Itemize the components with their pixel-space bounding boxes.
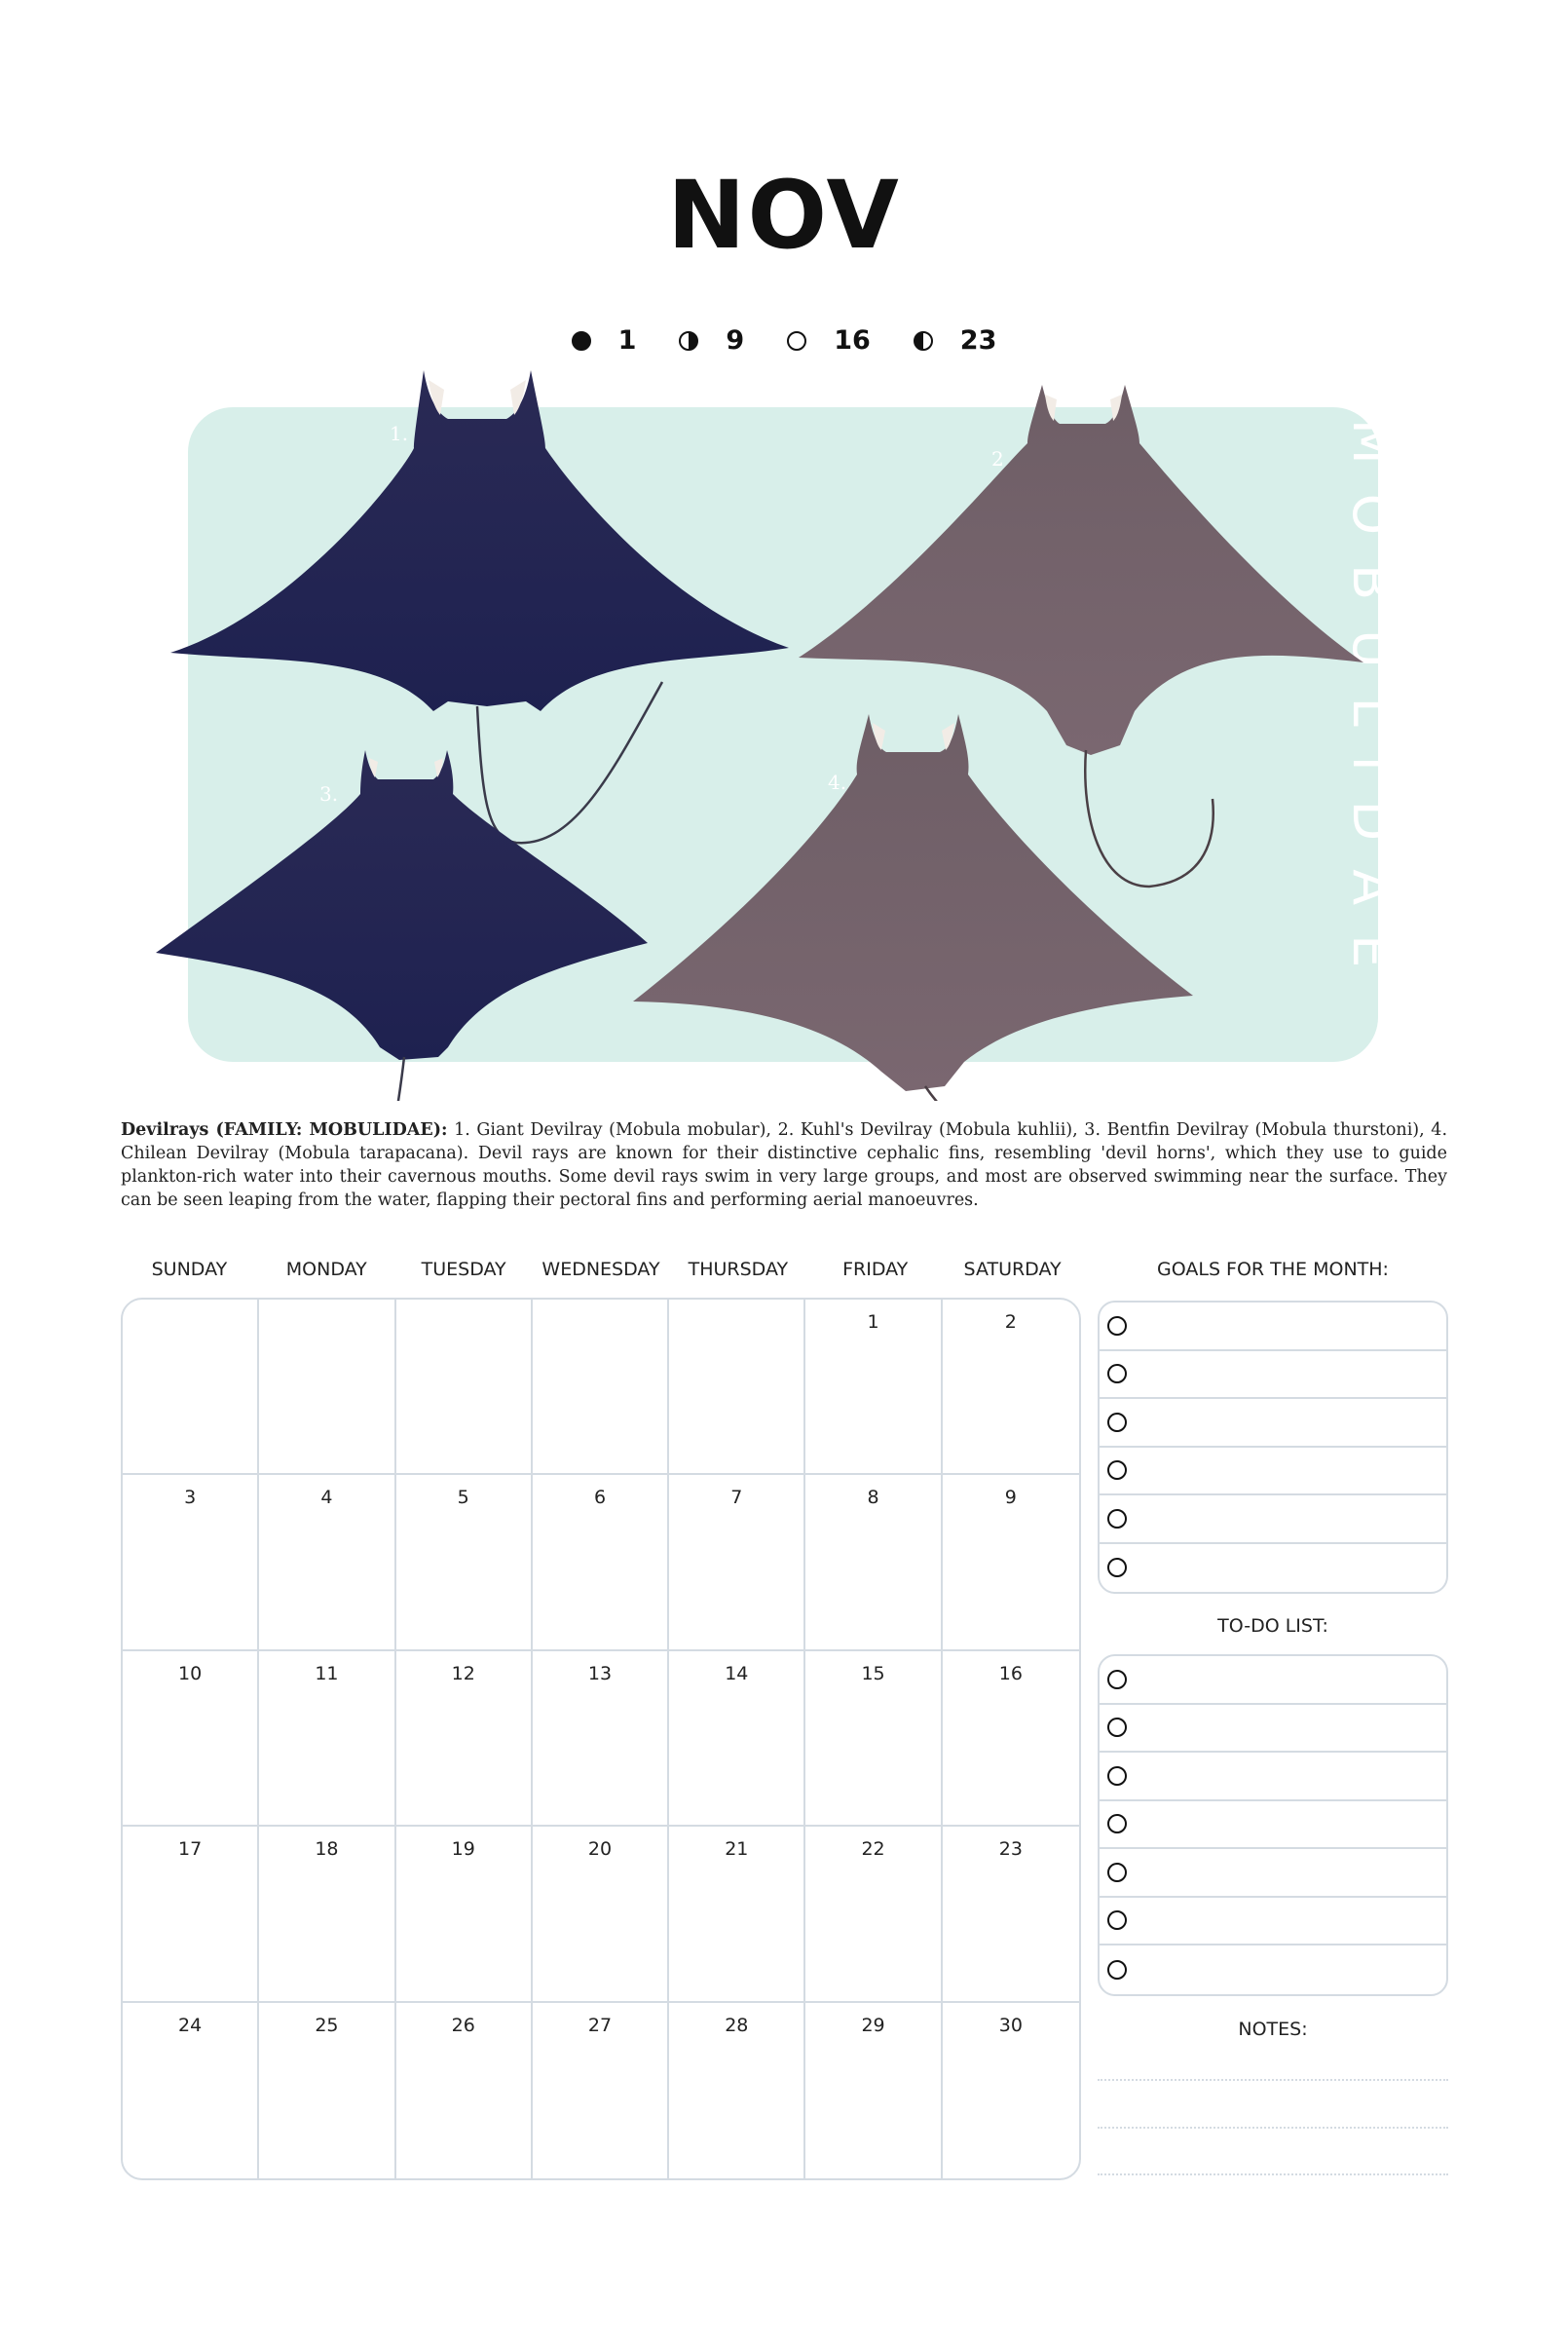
day-number: 22 (861, 1838, 885, 1861)
caption-lead: Devilrays (FAMILY: MOBULIDAE): (121, 1120, 448, 1140)
todo-title: TO-DO LIST: (1217, 1615, 1328, 1637)
todo-item[interactable] (1100, 1705, 1446, 1754)
calendar-day-cell (533, 1300, 669, 1475)
goals-title: GOALS FOR THE MONTH: (1157, 1259, 1389, 1280)
notes-line[interactable] (1098, 2079, 1448, 2081)
calendar-day-cell (943, 2003, 1079, 2178)
moon-phase-day: 1 (617, 325, 637, 356)
calendar-day-cell (805, 2003, 942, 2178)
calendar-day-cell (669, 1475, 805, 1650)
circle-checkbox-icon[interactable] (1107, 1460, 1127, 1480)
goal-item[interactable] (1100, 1495, 1446, 1544)
calendar-day-cell (943, 1475, 1079, 1650)
moon-phase-item (679, 325, 744, 356)
weekday-header: WEDNESDAY (541, 1259, 660, 1280)
weekday-header: THURSDAY (688, 1259, 789, 1280)
calendar-day-cell (396, 1651, 533, 1827)
calendar-day-cell (259, 1300, 395, 1475)
day-number: 27 (587, 2014, 613, 2036)
calendar-day-cell (123, 1475, 259, 1650)
day-number: 2 (1004, 1311, 1017, 1333)
weekday-header: FRIDAY (842, 1259, 909, 1280)
todo-item[interactable] (1100, 1945, 1446, 1994)
todo-item[interactable] (1100, 1753, 1446, 1801)
circle-checkbox-icon[interactable] (1107, 1558, 1127, 1577)
calendar-day-cell (805, 1827, 942, 2002)
circle-checkbox-icon[interactable] (1107, 1670, 1127, 1689)
goal-item[interactable] (1100, 1399, 1446, 1448)
new-moon-icon (572, 331, 591, 351)
calendar-day-cell (669, 1827, 805, 2002)
calendar-day-cell (805, 1475, 942, 1650)
day-number: 12 (451, 1662, 475, 1684)
circle-checkbox-icon[interactable] (1107, 1509, 1127, 1529)
day-number: 19 (451, 1838, 475, 1861)
moon-phase-item (572, 325, 637, 356)
calendar-day-cell (669, 1300, 805, 1475)
day-number: 3 (184, 1487, 197, 1509)
goal-item[interactable] (1100, 1448, 1446, 1496)
calendar-day-cell (123, 1300, 259, 1475)
calendar-day-cell (669, 2003, 805, 2178)
ray-number-4: 4. (828, 771, 847, 794)
ray-number-2: 2 (991, 447, 1004, 471)
calendar-day-cell (943, 1651, 1079, 1827)
month-title: NOV (667, 161, 901, 270)
day-number: 6 (593, 1487, 607, 1509)
day-number: 5 (457, 1487, 469, 1509)
calendar-day-cell (259, 2003, 395, 2178)
calendar-day-cell (123, 1827, 259, 2002)
calendar-day-cell (533, 1651, 669, 1827)
day-number: 16 (998, 1662, 1023, 1684)
moon-phase-day: 23 (959, 325, 997, 356)
notes-line[interactable] (1098, 2173, 1448, 2175)
moon-phase-day: 16 (834, 325, 871, 356)
goals-list (1098, 1301, 1448, 1594)
day-number: 18 (315, 1838, 339, 1861)
calendar-grid (121, 1298, 1081, 2180)
weekday-header: SUNDAY (151, 1259, 228, 1280)
calendar-day-cell (533, 2003, 669, 2178)
day-number: 29 (861, 2014, 885, 2036)
moon-phase-row (0, 325, 1568, 356)
moon-phase-item (787, 325, 871, 356)
day-number: 21 (725, 1838, 749, 1861)
todo-item[interactable] (1100, 1656, 1446, 1705)
day-number: 11 (315, 1662, 339, 1684)
circle-checkbox-icon[interactable] (1107, 1814, 1127, 1833)
first-quarter-moon-icon (679, 331, 698, 351)
day-number: 20 (587, 1838, 613, 1861)
calendar-day-cell (805, 1300, 942, 1475)
ray-number-3: 3. (319, 782, 339, 806)
todo-list (1098, 1654, 1448, 1996)
calendar-day-cell (805, 1651, 942, 1827)
family-side-label: MOBULIDAE (1341, 419, 1402, 998)
day-number: 23 (998, 1838, 1023, 1861)
goal-item[interactable] (1100, 1544, 1446, 1593)
day-number: 26 (451, 2014, 475, 2036)
calendar-day-cell (943, 1300, 1079, 1475)
circle-checkbox-icon[interactable] (1107, 1960, 1127, 1980)
calendar-day-cell (259, 1475, 395, 1650)
todo-item[interactable] (1100, 1801, 1446, 1850)
circle-checkbox-icon[interactable] (1107, 1910, 1127, 1930)
moon-phase-day: 9 (726, 325, 745, 356)
day-number: 10 (178, 1662, 203, 1684)
weekday-header: TUESDAY (421, 1259, 506, 1280)
day-number: 7 (730, 1487, 743, 1509)
notes-line[interactable] (1098, 2127, 1448, 2129)
day-number: 15 (861, 1662, 885, 1684)
todo-item[interactable] (1100, 1849, 1446, 1898)
weekday-header: MONDAY (285, 1259, 367, 1280)
calendar-day-cell (123, 1651, 259, 1827)
calendar-day-cell (396, 1300, 533, 1475)
devilray-illustration-svg (156, 360, 1402, 1101)
species-caption (121, 1118, 1447, 1212)
calendar-day-cell (533, 1827, 669, 2002)
day-number: 4 (320, 1487, 333, 1509)
circle-checkbox-icon[interactable] (1107, 1413, 1127, 1432)
day-number: 9 (1004, 1487, 1017, 1509)
todo-item[interactable] (1100, 1898, 1446, 1946)
weekday-header-row (121, 1259, 1081, 1280)
day-number: 24 (178, 2014, 203, 2036)
day-number: 28 (725, 2014, 749, 2036)
day-number: 13 (587, 1662, 613, 1684)
calendar-day-cell (396, 2003, 533, 2178)
moon-phase-item (914, 325, 997, 356)
day-number: 8 (867, 1487, 879, 1509)
devilray-illustration (156, 360, 1402, 1101)
calendar-day-cell (943, 1827, 1079, 2002)
caption-body: 1. Giant Devilray (Mobula mobular), 2. Kuhl's Devilray (Mobula kuhlii), 3. Bentfin Devilray (Mobula thurstoni), 4. Chilean Devilray (Mobula tarapacana). Devil rays are known for their distinctive cephalic fins, resembling 'devil horns', which they use to guide plankton-rich water into their cavernous mouths. Some devil rays swim in very large groups, and most are observed swimming near the surface. They can be seen leaping from the water, flapping their pectoral fins and performing aerial manoeuvres. (121, 1120, 1448, 1210)
calendar-day-cell (259, 1827, 395, 2002)
goal-item[interactable] (1100, 1303, 1446, 1351)
circle-checkbox-icon[interactable] (1107, 1364, 1127, 1383)
weekday-header: SATURDAY (963, 1259, 1062, 1280)
full-moon-icon (787, 331, 806, 351)
ray-number-1: 1. (390, 422, 409, 445)
day-number: 14 (725, 1662, 749, 1684)
calendar-day-cell (669, 1651, 805, 1827)
goal-item[interactable] (1100, 1351, 1446, 1400)
circle-checkbox-icon[interactable] (1107, 1766, 1127, 1786)
calendar-day-cell (396, 1827, 533, 2002)
circle-checkbox-icon[interactable] (1107, 1316, 1127, 1336)
day-number: 1 (867, 1311, 879, 1333)
calendar-day-cell (533, 1475, 669, 1650)
notes-title: NOTES: (1238, 2019, 1308, 2040)
day-number: 30 (998, 2014, 1023, 2036)
circle-checkbox-icon[interactable] (1107, 1718, 1127, 1737)
circle-checkbox-icon[interactable] (1107, 1863, 1127, 1882)
calendar-day-cell (123, 2003, 259, 2178)
calendar-day-cell (259, 1651, 395, 1827)
calendar-day-cell (396, 1475, 533, 1650)
day-number: 17 (178, 1838, 203, 1861)
day-number: 25 (315, 2014, 339, 2036)
last-quarter-moon-icon (914, 331, 933, 351)
